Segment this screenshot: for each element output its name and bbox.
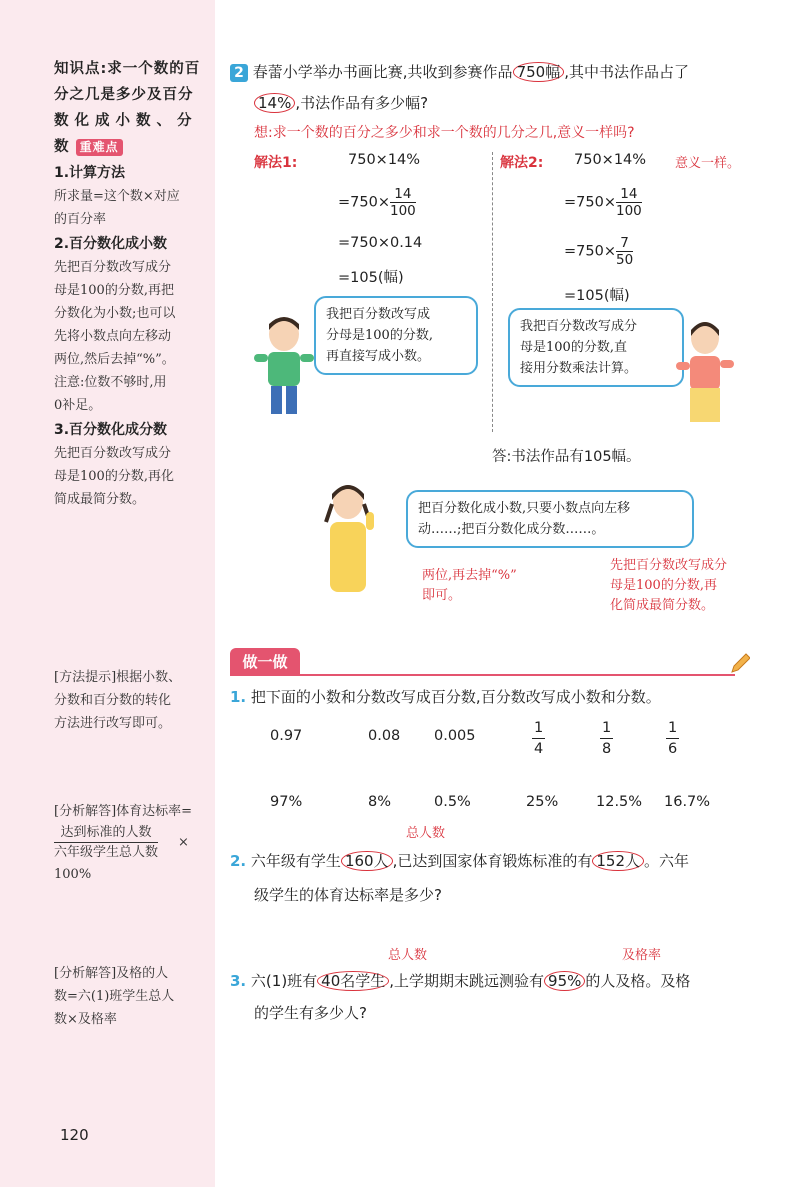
s1-row-4: =105(幅) [338, 270, 404, 286]
practice-q3-line-2: 的学生有多少人? [254, 1004, 367, 1022]
q1-fraction-1 [532, 718, 545, 759]
bubble-boy-line-3: 再直接写成小数。 [326, 349, 431, 364]
example-2-text-a: 春蕾小学举办书画比赛,共收到参赛作品 [252, 63, 513, 81]
practice-q3-line-1 [230, 966, 690, 996]
s2-row-4: =105(幅) [564, 288, 630, 304]
analysis-tip-2-times: × [178, 835, 189, 850]
practice-q3-num: 3. [230, 972, 247, 990]
method-tip-tag: [方法提示] [54, 670, 117, 685]
s2-frac-den-2: 50 [615, 252, 634, 268]
analysis-tip-3-1: 数=六(1)班学生总人 [54, 989, 175, 1004]
analysis-tip-2-fraction [54, 823, 158, 862]
kp-text-1b: 的百分率 [54, 212, 107, 227]
bubble-girl-line-3: 接用分数乘法计算。 [520, 361, 638, 376]
analysis-tip-2 [54, 800, 214, 886]
circled-14-percent: 14% [254, 93, 295, 113]
practice-q3-text-d: 的人及格。及格 [585, 972, 691, 990]
pencil-icon [730, 652, 750, 674]
kp-heading-2: 2.百分数化成小数 [54, 236, 168, 252]
kp-title-2: 分之几是多少及百分 [54, 87, 194, 103]
q1-frac2-den: 8 [602, 741, 612, 757]
girl-illustration [670, 316, 740, 426]
q1-frac1-num: 1 [532, 718, 545, 739]
method-tip [54, 666, 214, 735]
kp-heading-1: 1.计算方法 [54, 165, 126, 181]
analysis-tip-2-a: 体育达标率= [116, 804, 193, 819]
s1-row-3: =750×0.14 [338, 235, 423, 251]
kp-heading-3: 3.百分数化成分数 [54, 422, 168, 438]
q1-value-3: 0.005 [434, 728, 476, 744]
main-content [230, 0, 790, 1187]
s1-row-2 [338, 186, 416, 219]
s2-row-2-prefix: =750× [564, 194, 616, 211]
analysis-tip-3-tag: [分析解答] [54, 966, 117, 981]
kp-title-3: 数化成小数、分 [54, 113, 198, 129]
circled-750: 750幅 [513, 62, 565, 82]
q1-frac1-den: 4 [534, 741, 544, 757]
q1-answer-6: 16.7% [664, 794, 711, 810]
example-2-text-c: ,书法作品有多少幅? [295, 94, 429, 112]
kp-text-2-4: 两位,然后去掉“%”。 [54, 352, 175, 367]
note-left-2: 即可。 [422, 588, 462, 603]
s2-row-3-prefix: =750× [564, 243, 616, 260]
kp-title-1: 知识点:求一个数的百 [54, 61, 201, 77]
q1-fraction-3 [666, 718, 679, 759]
solution-divider [492, 152, 493, 432]
bubble-boy-line-1: 我把百分数改写成 [326, 307, 431, 322]
kp-title-4 [54, 134, 214, 160]
practice-q1-text: 把下面的小数和分数改写成百分数,百分数改写成小数和分数。 [250, 688, 661, 706]
think-note: 意义一样。 [675, 156, 741, 171]
analysis-tip-3 [54, 962, 214, 1031]
q2-note-total: 总人数 [406, 826, 446, 841]
q3-note-pass-rate: 及格率 [622, 948, 662, 963]
girl-2-illustration [310, 478, 390, 596]
circled-40-students: 40名学生 [317, 971, 389, 991]
q1-answer-5: 12.5% [596, 794, 643, 810]
speech-bubble-boy [314, 296, 478, 375]
q1-answer-4: 25% [526, 794, 559, 810]
practice-banner [230, 648, 750, 676]
q1-answer-3: 0.5% [434, 794, 471, 810]
practice-q2-line-2: 级学生的体育达标率是多少? [254, 886, 442, 904]
fraction-7-50 [616, 235, 633, 268]
kp-text-2-6: 0补足。 [54, 398, 102, 413]
practice-q1-num: 1. [230, 688, 247, 706]
kp-text-3-2: 简成最简分数。 [54, 492, 146, 507]
kp-text-1a: 所求量=这个数×对应 [54, 189, 180, 204]
s1-row-1: 750×14% [348, 152, 421, 168]
q3-note-total: 总人数 [388, 948, 428, 963]
analysis-tip-3-0: 及格的人 [116, 966, 169, 981]
practice-underline [230, 674, 735, 676]
q1-fraction-2 [600, 718, 613, 759]
note-left-1: 两位,再去掉“%” [422, 568, 517, 583]
kp-text-2-5: 注意:位数不够时,用 [54, 375, 167, 390]
q1-value-2: 0.08 [368, 728, 401, 744]
example-number-badge: 2 [230, 64, 248, 82]
kp-text-3-1: 母是100的分数,再化 [54, 469, 174, 484]
practice-q2-text-b: ,已达到国家体育锻炼标准的有 [392, 852, 593, 870]
fraction-14-100-b [616, 186, 642, 219]
knowledge-point [54, 56, 214, 511]
practice-label: 做一做 [230, 648, 300, 676]
kp-text-2-3: 先将小数点向左移动 [54, 329, 172, 344]
bubble-girl-line-2: 母是100的分数,直 [520, 340, 627, 355]
s2-frac-den: 100 [615, 203, 642, 219]
q1-frac2-num: 1 [600, 718, 613, 739]
analysis-tip-2-num: 达到标准的人数 [54, 823, 158, 843]
boy-illustration [244, 312, 324, 420]
q1-value-1: 0.97 [270, 728, 303, 744]
method-tip-0: 根据小数、 [116, 670, 182, 685]
method-tip-2: 方法进行改写即可。 [54, 716, 172, 731]
s2-frac-num: 14 [616, 186, 642, 203]
q1-frac3-num: 1 [666, 718, 679, 739]
kp-title-4-text: 数 [54, 139, 70, 155]
q1-answer-1: 97% [270, 794, 303, 810]
practice-q2-line-1 [230, 846, 689, 876]
note-right [610, 556, 727, 616]
practice-q2-num: 2. [230, 852, 247, 870]
q1-answer-2: 8% [368, 794, 392, 810]
q1-frac3-den: 6 [668, 741, 678, 757]
analysis-tip-2-tag: [分析解答] [54, 804, 117, 819]
example-2-line-2 [254, 88, 428, 118]
note-right-3: 化简成最简分数。 [610, 598, 715, 613]
circled-152: 152人 [592, 851, 644, 871]
s2-frac-num-2: 7 [616, 235, 633, 252]
note-left [422, 566, 517, 606]
circled-95-percent: 95% [544, 971, 585, 991]
analysis-tip-2-b: 100% [54, 867, 92, 882]
s1-frac-num: 14 [390, 186, 416, 203]
bubble-girl2-line-1: 把百分数化成小数,只要小数点向左移 [418, 501, 631, 516]
bubble-girl2-line-2: 动……;把百分数化成分数……。 [418, 522, 605, 537]
analysis-tip-2-den: 六年级学生总人数 [54, 845, 159, 860]
practice-q2-text-d: 。六年 [644, 852, 690, 870]
s2-row-1: 750×14% [574, 152, 647, 168]
fraction-14-100 [390, 186, 416, 219]
bubble-girl-line-1: 我把百分数改写成分 [520, 319, 638, 334]
s1-frac-den: 100 [389, 203, 416, 219]
speech-bubble-girl-2 [406, 490, 694, 548]
solution-1-label: 解法1: [254, 155, 298, 171]
example-2-line-1 [230, 57, 790, 87]
practice-q3-text-a: 六(1)班有 [250, 972, 318, 990]
solution-2-label: 解法2: [500, 155, 544, 171]
circled-160: 160人 [341, 851, 393, 871]
practice-q3-text-b: ,上学期期末跳远测验有 [389, 972, 545, 990]
note-right-1: 先把百分数改写成分 [610, 558, 728, 573]
s1-row-2-prefix: =750× [338, 194, 390, 211]
page-number: 120 [60, 1126, 89, 1144]
kp-text-3-0: 先把百分数改写成分 [54, 446, 172, 461]
answer-text: 答:书法作品有105幅。 [492, 449, 641, 465]
kp-text-2-2: 分数化为小数;也可以 [54, 306, 176, 321]
bubble-boy-line-2: 分母是100的分数, [326, 328, 433, 343]
think-prompt: 想:求一个数的百分之多少和求一个数的几分之几,意义一样吗? [254, 125, 635, 141]
method-tip-1: 分数和百分数的转化 [54, 693, 172, 708]
analysis-tip-3-2: 数×及格率 [54, 1012, 117, 1027]
practice-q1 [230, 682, 661, 712]
s2-row-2 [564, 186, 642, 219]
speech-bubble-girl [508, 308, 684, 387]
kp-text-2-1: 母是100的分数,再把 [54, 283, 174, 298]
s2-row-3 [564, 235, 633, 268]
kp-text-2-0: 先把百分数改写成分 [54, 260, 172, 275]
note-right-2: 母是100的分数,再 [610, 578, 717, 593]
practice-q2-text-a: 六年级有学生 [250, 852, 341, 870]
example-2-text-b: ,其中书法作品占了 [564, 63, 689, 81]
key-difficulty-badge: 重难点 [76, 139, 123, 156]
